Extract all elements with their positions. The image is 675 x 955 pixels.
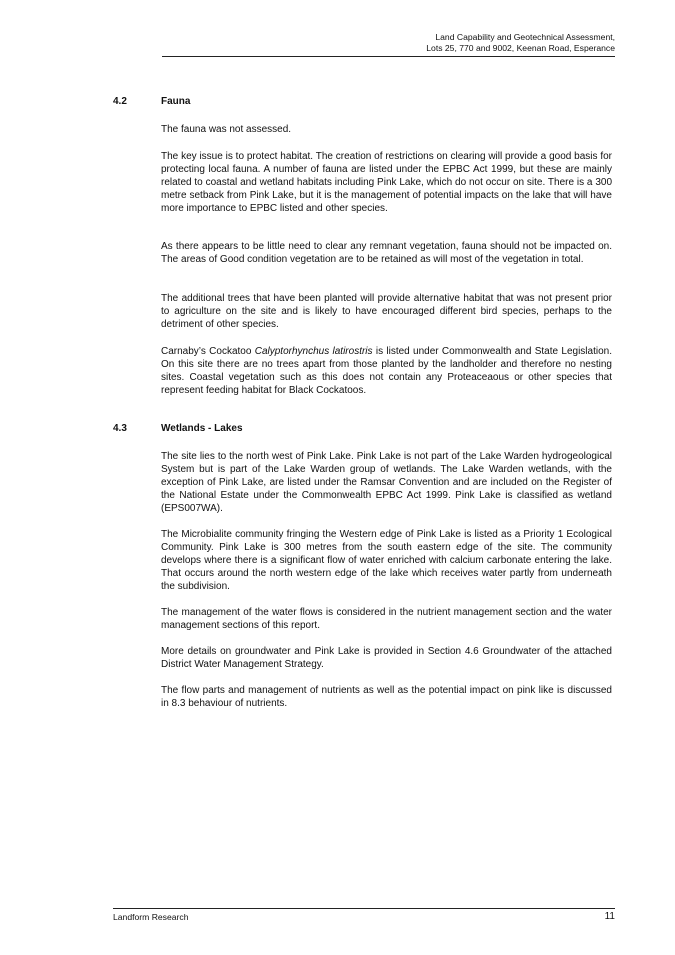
paragraph-cockatoo xyxy=(161,345,612,397)
paragraph: The fauna was not assessed. xyxy=(161,124,292,135)
header-text xyxy=(95,32,615,54)
paragraph: The site lies to the north west of Pink Lake. Pink Lake is not part of the Lake Warden hydrogeological System but is part of the Lake Warden group of wetlands. The Lake Warden wetlands, with the exception of Pink Lake, are listed under the Ramsar Convention and are included on the Register of the National Estate under the Commonwealth EPBC Act 1999. Pink Lake is classified as wetland (EPS007WA). xyxy=(161,451,612,514)
section-heading-wetlands xyxy=(113,423,243,434)
paragraph: As there appears to be little need to clear any remnant vegetation, fauna should not be impacted on. The areas of Good condition vegetation are to be retained as will most of the vegetation in total. xyxy=(161,241,612,265)
paragraph: The flow parts and management of nutrients as well as the potential impact on pink like is discussed in 8.3 behaviour of nutrients. xyxy=(161,685,612,709)
header-line-1: Land Capability and Geotechnical Assessment, xyxy=(435,32,615,42)
section-number: 4.2 xyxy=(113,96,127,107)
section-title: Fauna xyxy=(161,96,191,107)
cockatoo-text-pre: Carnaby’s Cockatoo xyxy=(161,346,255,357)
cockatoo-text-post: is listed under Commonwealth and State Legislation. On this site there are no trees apart from those planted by the landholder and therefore no nesting sites. Coastal vegetation such as this does not contain any Proteaceaous or other species that represent feeding habitat for Black Cockatoos. xyxy=(161,346,612,396)
section-heading-fauna xyxy=(113,96,190,107)
header-line-2: Lots 25, 770 and 9002, Keenan Road, Esperance xyxy=(426,43,615,53)
paragraph: More details on groundwater and Pink Lake is provided in Section 4.6 Groundwater of the attached District Water Management Strategy. xyxy=(161,646,612,670)
header-divider xyxy=(162,56,615,57)
species-name: Calyptorhynchus latirostris xyxy=(254,346,373,357)
page-number: 11 xyxy=(604,911,615,922)
paragraph: The Microbialite community fringing the Western edge of Pink Lake is listed as a Priority 1 Ecological Community. Pink Lake is 300 metres from the south eastern edge of the site. The community develops where there is a significant flow of water enriched with calcium carbonate entering the lake. That occurs around the north western edge of the lake which receives water partly from underneath the subdivision. xyxy=(161,529,612,592)
section-title: Wetlands - Lakes xyxy=(161,423,243,434)
paragraph: The additional trees that have been planted will provide alternative habitat that was not present prior to agriculture on the site and is likely to have encouraged different bird species, perhaps to the detriment of other species. xyxy=(161,293,612,330)
paragraph: The management of the water flows is considered in the nutrient management section and the water management sections of this report. xyxy=(161,607,612,631)
paragraph: The key issue is to protect habitat. The creation of restrictions on clearing will provide a good basis for protecting local fauna. A number of fauna are listed under the EPBC Act 1999, but these are mainly related to coastal and wetland habitats including Pink Lake, which do not occur on site. There is a 300 metre setback from Pink Lake, but it is the management of potential impacts on the lake that will have more importance to EPBC listed and other species. xyxy=(161,151,612,214)
footer-company: Landform Research xyxy=(113,912,189,922)
footer-divider xyxy=(113,908,615,909)
section-number: 4.3 xyxy=(113,423,127,434)
